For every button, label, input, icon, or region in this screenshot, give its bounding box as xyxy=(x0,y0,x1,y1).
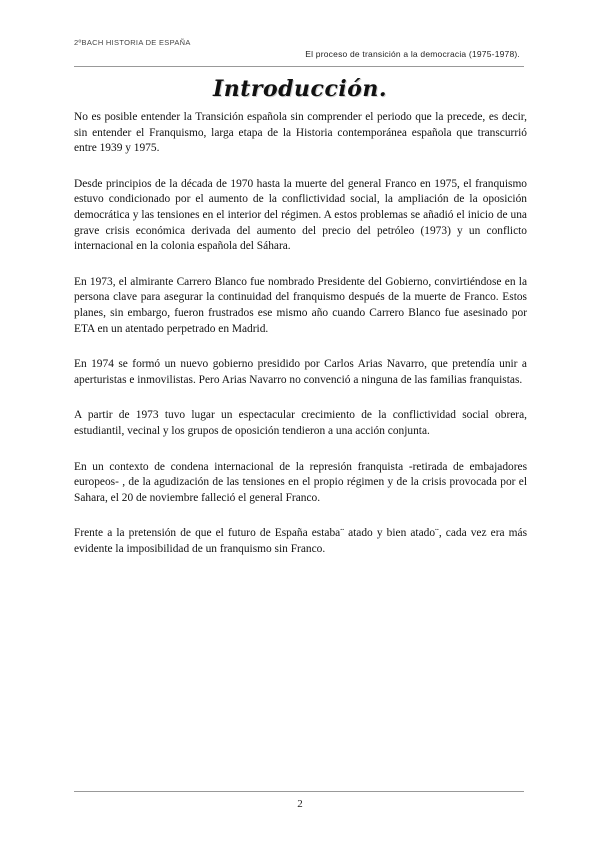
body-text xyxy=(74,110,527,577)
paragraph-6: En un contexto de condena internacional de la represión franquista -retirada de embajadores europeos- , de la agudización de las tensiones en el propio régimen y de la crisis provocada por el Sahara, el 20 de noviembre falleció el general Franco. xyxy=(74,460,527,504)
paragraph-1: No es posible entender la Transición española sin comprender el periodo que la precede, es decir, sin entender el Franquismo, larga etapa de la Historia contemporánea española que transcurrió entre 1939 y 1975. xyxy=(74,111,527,155)
page-title: Introducción. xyxy=(212,76,388,102)
page-number: 2 xyxy=(297,798,303,810)
paragraph-7: Frente a la pretensión de que el futuro de España estaba¨ atado y bien atado¨, cada vez era más evidente la imposibilidad de un franquismo sin Franco. xyxy=(74,527,527,555)
header-divider xyxy=(74,66,524,67)
header-course: 2ºBACH HISTORIA DE ESPAÑA xyxy=(74,38,191,47)
paragraph-5: A partir de 1973 tuvo lugar un espectacular crecimiento de la conflictividad social obrera, estudiantil, vecinal y los grupos de oposición tendieron a una acción conjunta. xyxy=(74,409,527,437)
footer-divider xyxy=(74,791,524,792)
header-topic: El proceso de transición a la democracia (1975-1978). xyxy=(305,49,520,59)
paragraph-4: En 1974 se formó un nuevo gobierno presidido por Carlos Arias Navarro, que pretendía unir a aperturistas e inmovilistas. Pero Arias Navarro no convenció a ninguna de las familias franquistas. xyxy=(74,358,527,386)
paragraph-2: Desde principios de la década de 1970 hasta la muerte del general Franco en 1975, el franquismo estuvo condicionado por el aumento de la conflictividad social, la ampliación de la oposición democrática y las tensiones en el interior del régimen. A estos problemas se añadió el inicio de una grave crisis económica derivada del aumento del precio del petróleo (1973) y un conflicto internacional en la colonia española del Sáhara. xyxy=(74,177,527,253)
paragraph-3: En 1973, el almirante Carrero Blanco fue nombrado Presidente del Gobierno, convirtiéndose en la persona clave para asegurar la continuidad del franquismo después de la muerte de Franco. Estos planes, sin embargo, fueron frustrados ese mismo año cuando Carrero Blanco fue asesinado por ETA en un atentado perpetrado en Madrid. xyxy=(74,275,527,335)
